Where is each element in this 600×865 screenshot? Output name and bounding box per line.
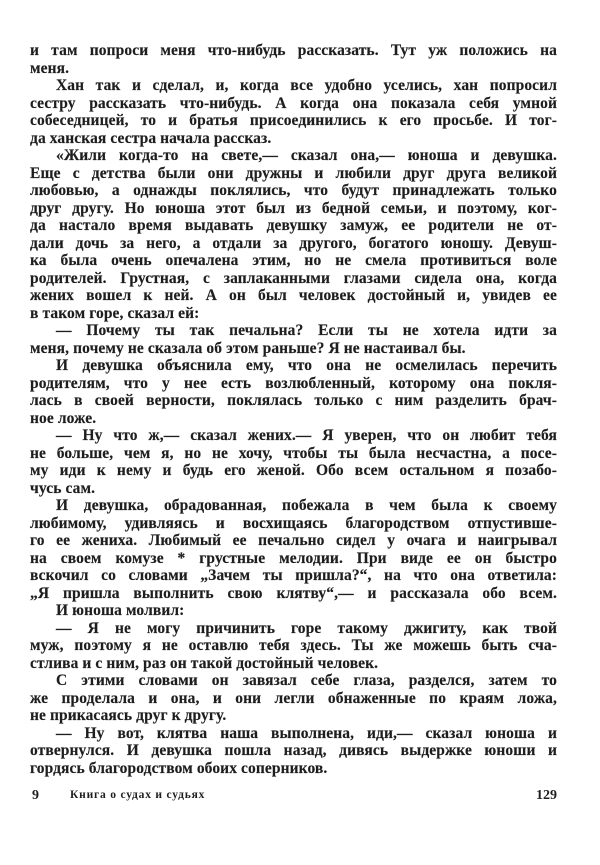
text-line (30, 60, 557, 78)
text-line (30, 585, 557, 603)
text-line-content: и там попроси меня что-нибудь рассказать. Тут уж положись на (30, 42, 557, 59)
text-line-content: на своем комузе * грустные мелодии. При виде ее он быстро (30, 549, 557, 567)
text-line (30, 252, 557, 270)
text-line (30, 620, 557, 638)
text-line (30, 375, 557, 393)
text-line (30, 567, 557, 585)
text-line (30, 760, 557, 778)
text-line-content: друг другу. Но юноша этот был из бедной семьи, и поэтому, ког- (30, 199, 557, 217)
text-line (30, 515, 557, 533)
text-line (30, 270, 557, 288)
text-line-content: любовью, а однажды поклялись, что будут принадлежать только (30, 182, 557, 199)
text-line-content: собеседницей, то и братья присоединились к его просьбе. И тог- (30, 112, 557, 129)
text-line-content: не больше, чем я, но не хочу, чтобы ты была несчастна, а посе- (30, 444, 557, 462)
text-line (30, 427, 557, 445)
text-line (30, 95, 557, 113)
text-line-content: С этими словами он завязал себе глаза, разделся, затем то (56, 672, 557, 689)
text-line-content: дали дочь за него, а отдали за другого, богатого юношу. Девуш- (30, 234, 557, 252)
text-line (30, 497, 557, 515)
text-line (30, 112, 557, 130)
text-line (30, 217, 557, 235)
text-line (30, 42, 557, 60)
text-line (30, 200, 557, 218)
text-line (30, 305, 557, 323)
text-line-content: да настало время выдавать девушку замуж, ее родители не от- (30, 217, 557, 234)
text-line (30, 147, 557, 165)
text-line (30, 742, 557, 760)
text-line-content: вскочил со словами „Зачем ты пришла?“, на что она ответила: (30, 567, 557, 584)
text-line-content: муж, поэтому я не оставлю тебя здесь. Ты же можешь быть сча- (30, 637, 557, 654)
text-line-content: Еще с детства были они дружны и любили друг друга великой (30, 164, 557, 182)
text-line (30, 287, 557, 305)
text-line (30, 672, 557, 690)
text-line-content: жених вошел к ней. А он был человек достойный и, увидев ее (30, 287, 557, 304)
text-line-content: в таком горе, сказал ей: (30, 304, 200, 322)
text-line (30, 462, 557, 480)
text-line-content: ное ложе. (30, 409, 97, 427)
text-line (30, 340, 557, 358)
text-line-content: сестру рассказать что-нибудь. А когда она показала себя умной (30, 94, 557, 112)
text-line-content: отвернулся. И девушка пошла назад, дивясь выдержке юноши и (30, 742, 557, 759)
text-line-content: родителей. Грустная, с заплаканными глазами сидела она, когда (30, 269, 557, 287)
text-line-content: И девушка, обрадованная, побежала в чем была к своему (56, 497, 557, 514)
text-line-content: лась в своей верности, поклялась только с ним разделить брач- (30, 392, 557, 409)
text-line (30, 707, 557, 725)
text-line-content: И юноша молвил: (56, 602, 185, 619)
text-line-content: меня. (30, 59, 70, 77)
page-footer (30, 788, 557, 806)
text-line (30, 637, 557, 655)
text-line (30, 690, 557, 708)
text-line-content: меня, почему не сказала об этом раньше? Я не настаивал бы. (30, 339, 466, 357)
text-line (30, 392, 557, 410)
text-line (30, 655, 557, 673)
text-line-content: го ее жениха. Любимый ее печально сидел у очага и наигрывал (30, 532, 557, 549)
text-line (30, 550, 557, 568)
text-line-content: — Я не могу причинить горе такому джигиту, как твой (56, 619, 557, 637)
text-line-content: И девушка объяснила ему, что она не осмелилась перечить (56, 357, 557, 374)
text-line-content: — Ну вот, клятва наша выполнена, иди,— сказал юноша и (56, 724, 557, 742)
text-line-content: же проделала и она, и они легли обнаженные по краям ложа, (30, 689, 557, 707)
signature-mark: 9 (32, 788, 39, 803)
text-line-content: чусь сам. (30, 479, 96, 497)
text-line-content: гордясь благородством обоих соперников. (30, 759, 328, 777)
text-line (30, 322, 557, 340)
page-body-text (30, 42, 557, 777)
text-line (30, 77, 557, 95)
text-line-content: му иди к нему и будь его женой. Обо всем остальном я позабо- (30, 462, 557, 479)
text-line-content: любимому, удивляясь и восхищаясь благородством отпустивше- (30, 514, 557, 532)
text-line (30, 480, 557, 498)
text-line-content: „Я пришла выполнить свою клятву“,— и рассказала обо всем. (30, 584, 557, 602)
text-line-content: — Ну что ж,— сказал жених.— Я уверен, что он любит тебя (56, 427, 557, 444)
text-line (30, 165, 557, 183)
text-line (30, 235, 557, 253)
text-line (30, 532, 557, 550)
text-line-content: ка была очень опечалена этим, но не смела противиться воле (30, 252, 557, 269)
text-line-content: стлива и с ним, раз он такой достойный человек. (30, 654, 379, 672)
text-line-content: родителям, что у нее есть возлюбленный, которому она покля- (30, 374, 557, 392)
text-line (30, 357, 557, 375)
text-line-content: не прикасаясь друг к другу. (30, 707, 227, 724)
text-line (30, 602, 557, 620)
text-line-content: «Жили когда-то на свете,— сказал она,— юноша и девушка. (56, 147, 557, 164)
running-title: Книга о судах и судьях (70, 789, 206, 801)
text-line (30, 182, 557, 200)
page-number: 129 (536, 788, 557, 803)
text-line-content: — Почему ты так печальна? Если ты не хотела идти за (56, 322, 557, 339)
text-line-content: да ханская сестра начала рассказ. (30, 129, 272, 147)
text-line (30, 130, 557, 148)
text-line (30, 445, 557, 463)
text-line (30, 410, 557, 428)
text-line (30, 725, 557, 743)
text-line-content: Хан так и сделал, и, когда все удобно уселись, хан попросил (56, 77, 557, 94)
